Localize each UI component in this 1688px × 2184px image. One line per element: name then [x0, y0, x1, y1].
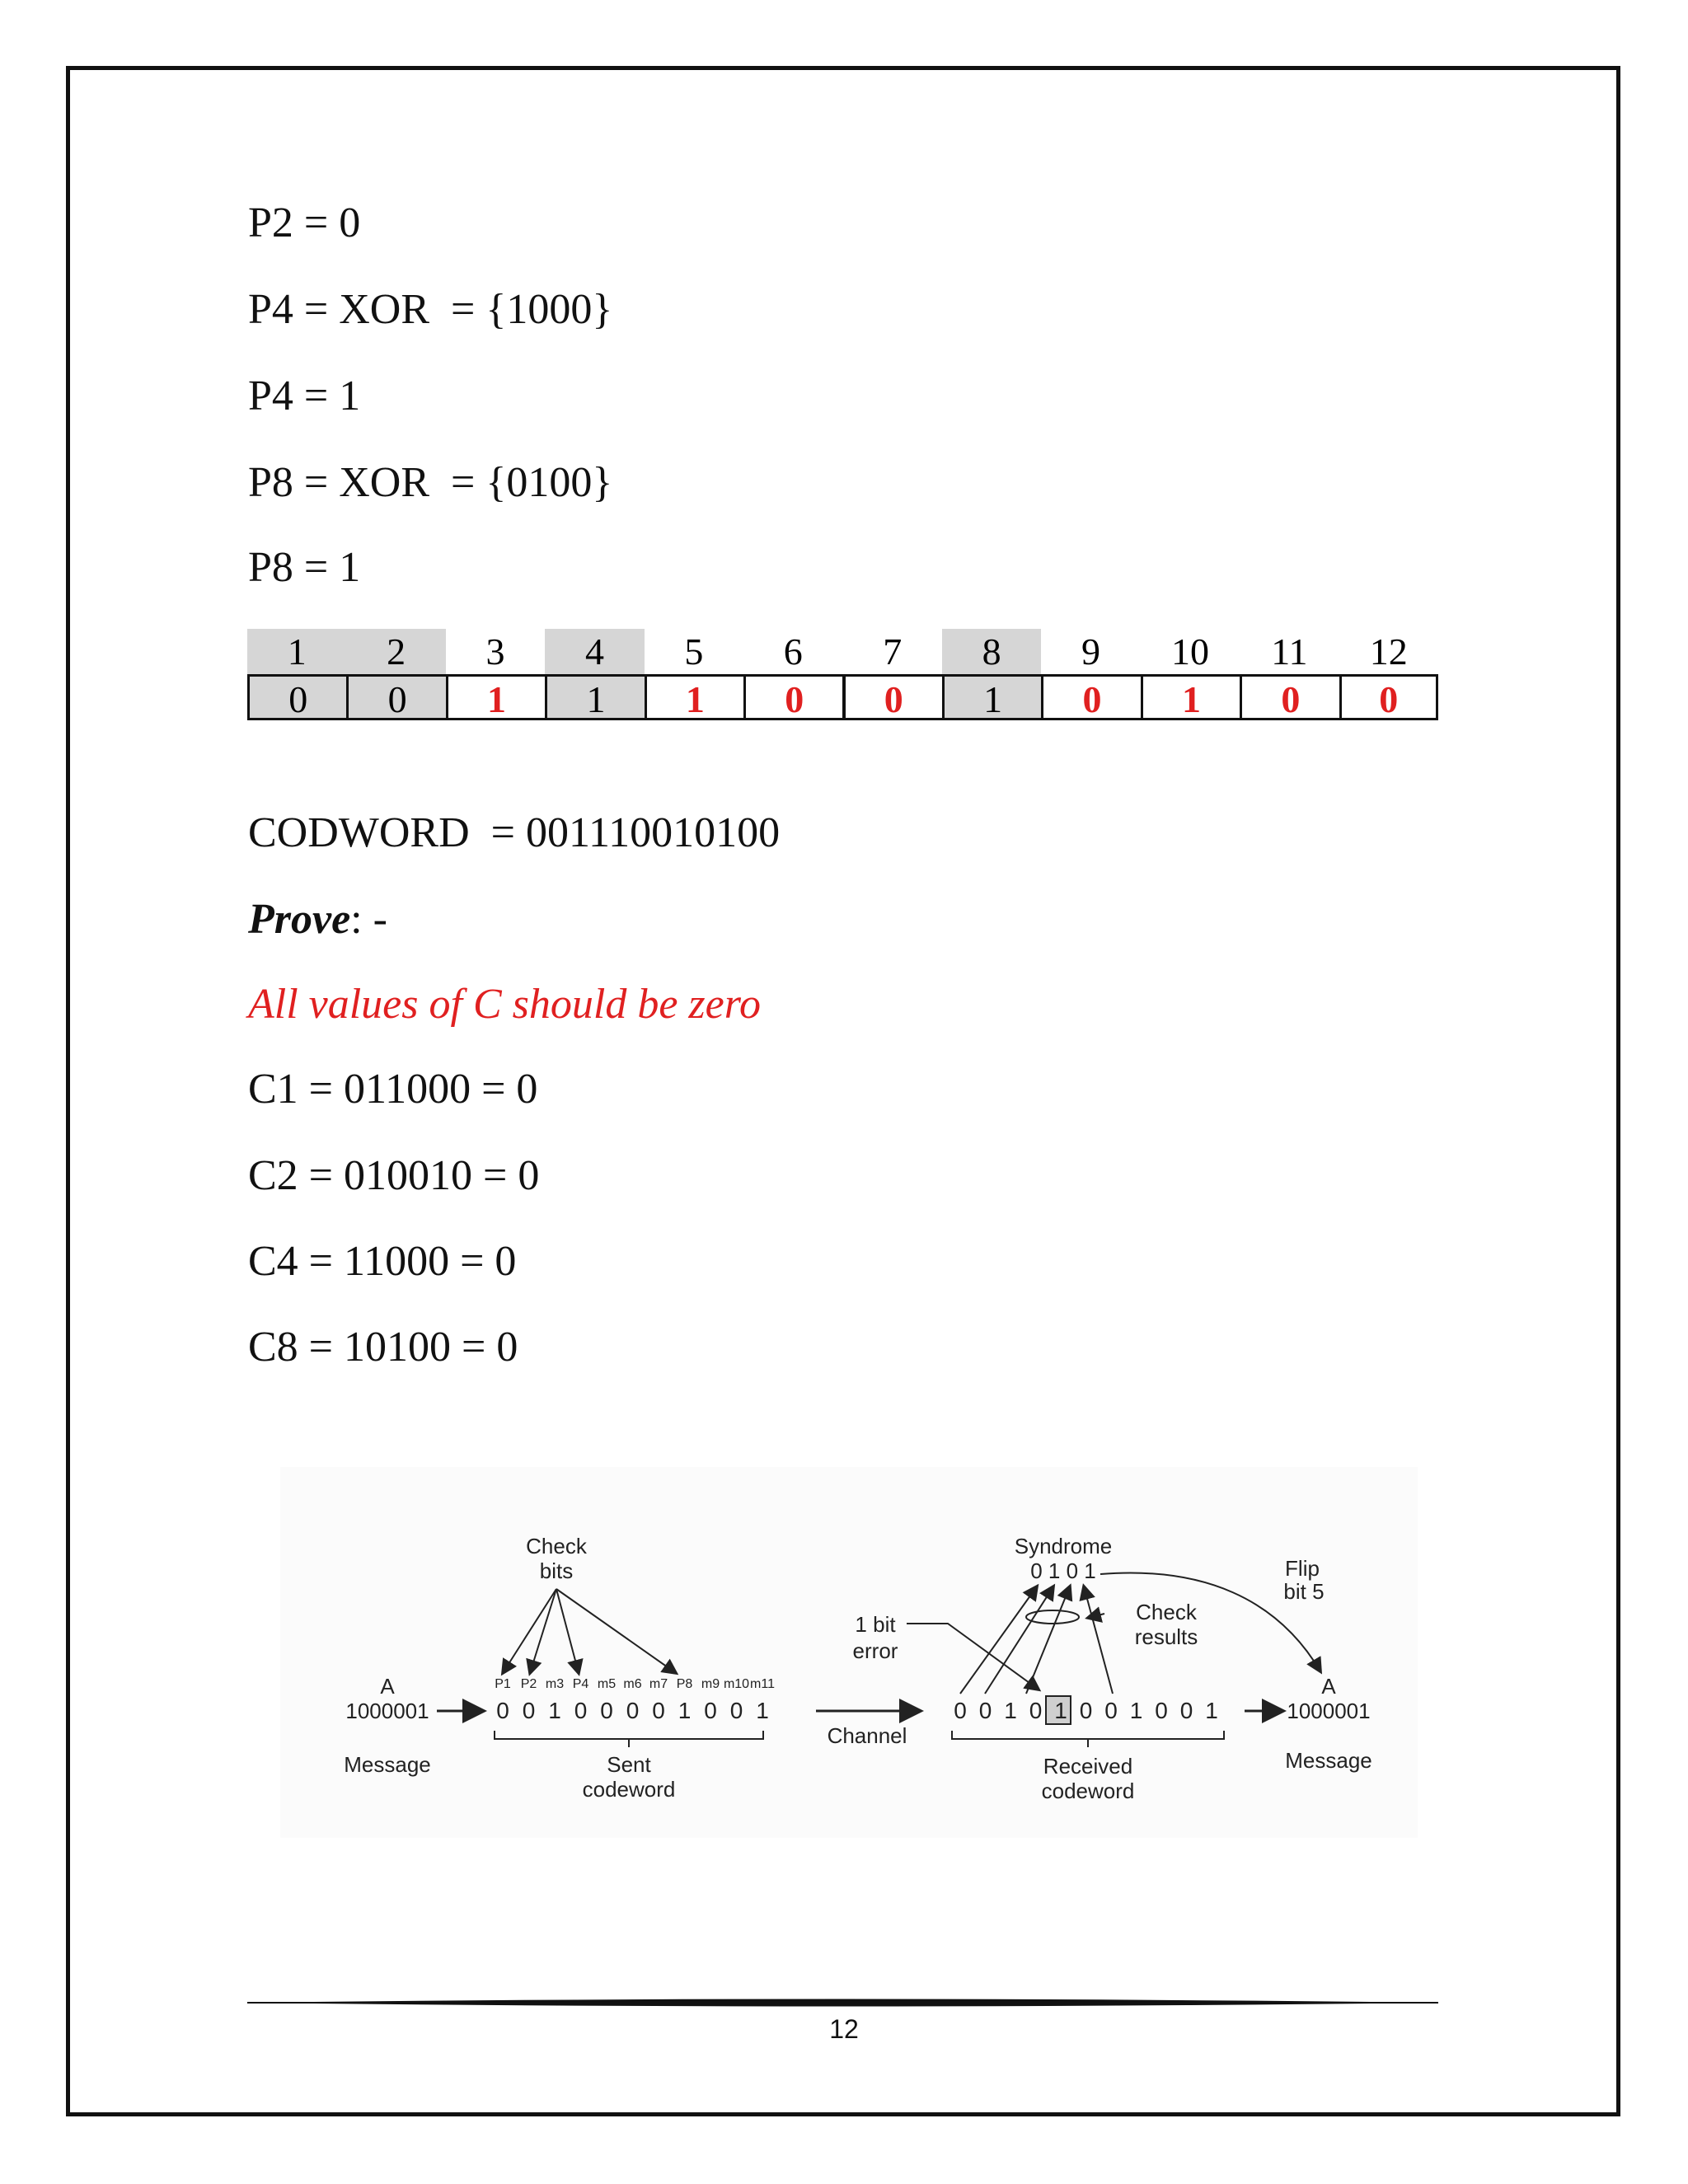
- c2-line: C2 = 010010 = 0: [248, 1152, 540, 1199]
- c8-line: C8 = 10100 = 0: [248, 1324, 518, 1371]
- position-cell: 2: [346, 629, 445, 674]
- bit-label: P4: [572, 1677, 589, 1691]
- sent-bit: 1: [548, 1698, 561, 1723]
- received-bit: 1: [1004, 1698, 1017, 1723]
- prove-suffix: : -: [350, 896, 387, 943]
- bit-cell: 0: [843, 674, 945, 720]
- bit-label: P8: [676, 1677, 693, 1691]
- bit-label: m9: [701, 1677, 720, 1691]
- sent-bit: 1: [756, 1698, 769, 1723]
- bit-label: m3: [545, 1677, 565, 1691]
- bit-label: m7: [649, 1677, 668, 1691]
- received-bit: 0: [1155, 1698, 1168, 1723]
- received-bit: 0: [1029, 1698, 1043, 1723]
- syndrome-line-2: [985, 1586, 1053, 1694]
- bit-label: m6: [623, 1677, 642, 1691]
- flip-label-2: bit 5: [1283, 1579, 1325, 1604]
- received-bit: 0: [1079, 1698, 1093, 1723]
- p8-xor-line: P8 = XOR = {0100}: [248, 459, 613, 506]
- c1-line: C1 = 011000 = 0: [248, 1066, 538, 1113]
- check-results-label-2: results: [1134, 1624, 1198, 1649]
- position-cell: 4: [545, 629, 644, 674]
- bit-label: P2: [520, 1677, 537, 1691]
- sent-bits: [496, 1698, 769, 1723]
- received-bit: 0: [1179, 1698, 1193, 1723]
- sent-label-2: codeword: [582, 1777, 676, 1802]
- bit-cell: 0: [1041, 674, 1142, 720]
- p2-line: P2 = 0: [248, 199, 361, 246]
- sent-bit: 0: [729, 1698, 743, 1723]
- sent-bit: 0: [600, 1698, 613, 1723]
- c4-line: C4 = 11000 = 0: [248, 1238, 517, 1285]
- sent-bit: 0: [704, 1698, 717, 1723]
- position-cell: 6: [783, 630, 803, 673]
- position-cell: 5: [684, 630, 704, 673]
- message-label-right: Message: [1285, 1748, 1372, 1773]
- sent-bit: 0: [574, 1698, 588, 1723]
- bit-label: m11: [750, 1677, 775, 1691]
- check-bits-label-2: bits: [539, 1558, 574, 1583]
- position-row: [247, 629, 1438, 674]
- check-arrow-p1: [503, 1589, 556, 1673]
- footer-rule: [247, 1990, 1438, 2015]
- hamming-table: [247, 629, 1438, 719]
- note-line: All values of C should be zero: [248, 981, 762, 1028]
- check-bits-label-1: Check: [526, 1534, 587, 1558]
- check-results-label-1: Check: [1136, 1600, 1197, 1624]
- received-bits: [954, 1698, 1218, 1723]
- received-label-1: Received: [1043, 1754, 1133, 1779]
- bit-cell: 1: [942, 674, 1043, 720]
- check-arrow-p8: [556, 1589, 676, 1673]
- sent-brace: [495, 1731, 763, 1739]
- position-cell: 1: [247, 629, 346, 674]
- position-cell: 12: [1369, 630, 1408, 673]
- bit-cell: 0: [1339, 674, 1438, 720]
- p4-xor-line: P4 = XOR = {1000}: [248, 286, 613, 333]
- received-bit: 1: [1205, 1698, 1218, 1723]
- sent-bit: 1: [678, 1698, 692, 1723]
- bit-cell: 1: [1141, 674, 1242, 720]
- received-label-2: codeword: [1041, 1779, 1135, 1803]
- bit-cell: 0: [247, 674, 349, 720]
- error-label-2: error: [852, 1638, 898, 1663]
- sent-bit: 0: [652, 1698, 665, 1723]
- bit-cell: 0: [1240, 674, 1341, 720]
- sent-bit: 0: [626, 1698, 640, 1723]
- position-cell: 3: [485, 630, 505, 673]
- prove-line: [248, 898, 387, 941]
- received-bit: 0: [978, 1698, 992, 1723]
- codword-line: CODWORD = 001110010100: [248, 809, 781, 856]
- bit-cell: 1: [545, 674, 646, 720]
- position-cell: 11: [1271, 630, 1308, 673]
- syndrome-label: Syndrome: [1014, 1534, 1113, 1558]
- error-arrow: [907, 1624, 1039, 1690]
- syndrome-line-3: [1026, 1586, 1070, 1694]
- check-results-arrow: [1088, 1614, 1104, 1618]
- syndrome-value: 0 1 0 1: [1030, 1558, 1096, 1583]
- hamming-diagram-svg: [280, 1467, 1418, 1838]
- prove-label: Prove: [248, 896, 351, 943]
- error-label-1: 1 bit: [855, 1612, 896, 1637]
- bit-row: [247, 674, 1438, 719]
- bit-cell: 1: [645, 674, 746, 720]
- p4-line: P4 = 1: [248, 373, 361, 419]
- page-number: 12: [829, 2014, 859, 2044]
- bit-labels: [495, 1677, 775, 1691]
- message-value-left: 1000001: [345, 1699, 429, 1723]
- received-bit: 0: [954, 1698, 967, 1723]
- received-bit: 1: [1054, 1698, 1067, 1723]
- received-bit: 1: [1129, 1698, 1143, 1723]
- sent-label-1: Sent: [607, 1752, 651, 1777]
- position-cell: 10: [1170, 630, 1209, 673]
- position-cell: 7: [883, 630, 903, 673]
- sent-bit: 0: [496, 1698, 509, 1723]
- bit-label: m10: [723, 1677, 750, 1691]
- flip-label-1: Flip: [1285, 1556, 1320, 1581]
- message-label-left: Message: [344, 1752, 431, 1777]
- hamming-diagram: [280, 1467, 1418, 1838]
- bit-label: P1: [495, 1677, 511, 1691]
- received-bit: 0: [1104, 1698, 1118, 1723]
- channel-label: Channel: [827, 1723, 907, 1748]
- check-arrow-p2: [530, 1589, 556, 1673]
- message-value-right: 1000001: [1287, 1699, 1371, 1723]
- message-letter-right: A: [1321, 1674, 1336, 1699]
- sent-bit: 0: [522, 1698, 536, 1723]
- position-cell: 8: [942, 629, 1041, 674]
- message-letter-left: A: [380, 1674, 395, 1699]
- bit-cell: 0: [346, 674, 448, 720]
- position-cell: 9: [1081, 630, 1101, 673]
- p8-line: P8 = 1: [248, 544, 361, 591]
- received-brace: [952, 1731, 1224, 1739]
- bit-label: m5: [597, 1677, 617, 1691]
- syndrome-line-4: [1084, 1586, 1113, 1694]
- bit-cell: 1: [446, 674, 547, 720]
- bit-cell: 0: [743, 674, 845, 720]
